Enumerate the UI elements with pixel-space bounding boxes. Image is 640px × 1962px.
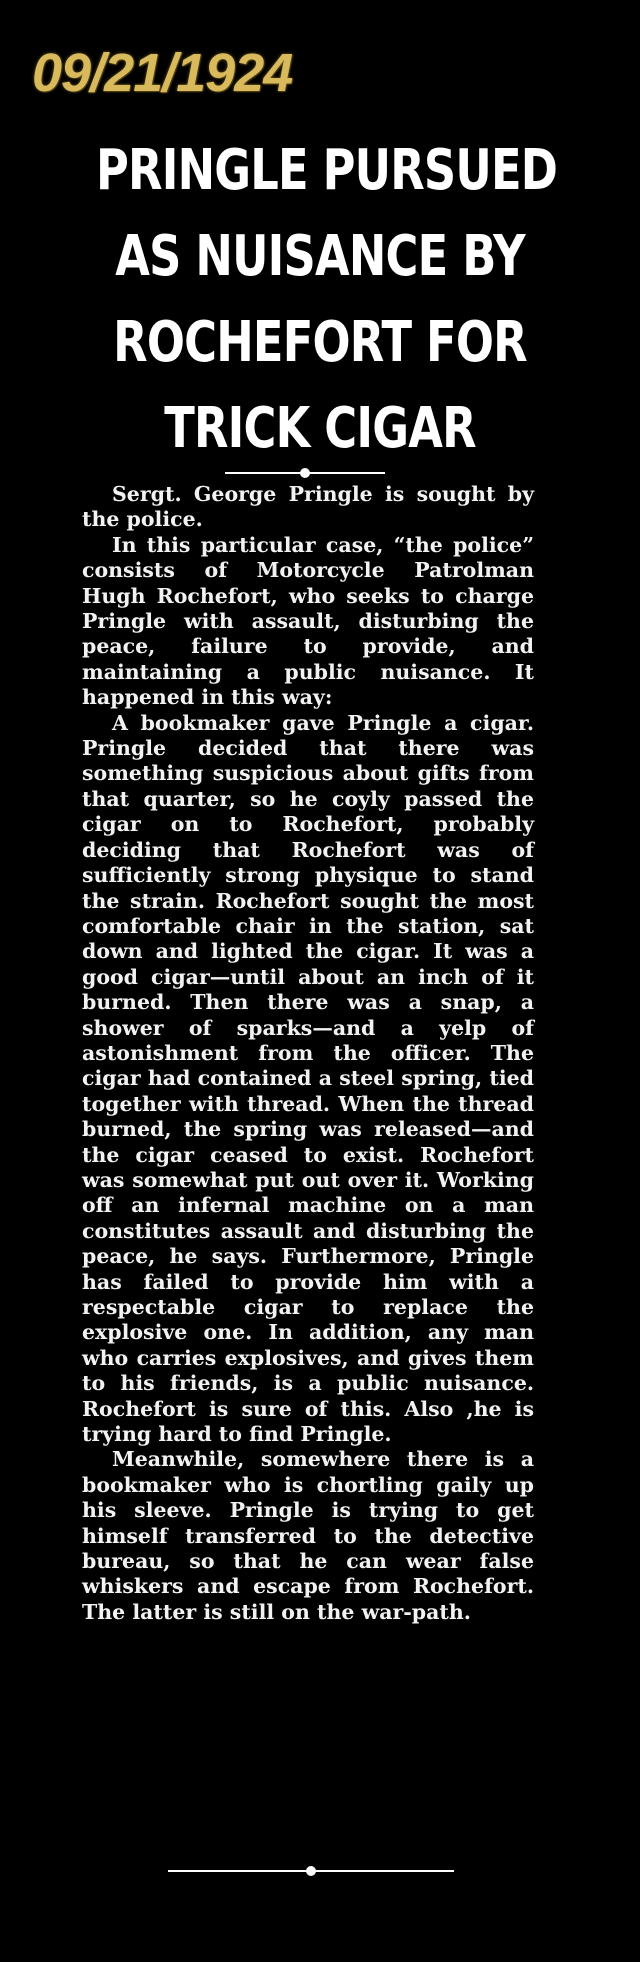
- divider-rule-top: [225, 463, 385, 483]
- article-paragraph: Sergt. George Pringle is sought by the police.: [82, 482, 534, 532]
- headline-line: PRINGLE PURSUED: [96, 138, 558, 203]
- divider-dot-icon: [306, 1866, 316, 1876]
- headline: [96, 128, 558, 472]
- article-paragraph: In this particular case, “the police” consists of Motorcycle Patrolman Hugh Rochefort, who seeks to charge Pringle with assault, disturbing the peace, failure to provide, and maintaining a public nuisance. It happened in this way:: [82, 532, 534, 710]
- headline-line: ROCHEFORT FOR: [113, 310, 527, 375]
- divider-rule-bottom: [168, 1861, 454, 1881]
- headline-line: AS NUISANCE BY: [115, 224, 525, 289]
- date-stamp: 09/21/1924: [32, 43, 293, 103]
- divider-dot-icon: [300, 468, 310, 478]
- article-body: [82, 482, 534, 1625]
- article-paragraph: Meanwhile, somewhere there is a bookmaker who is chortling gaily up his sleeve. Pringle is trying to get himself transferred to the detective bureau, so that he can wear false whiskers and escape from Rochefort. The latter is still on the war-path.: [82, 1447, 534, 1624]
- headline-line: TRICK CIGAR: [164, 396, 476, 461]
- article-paragraph: A bookmaker gave Pringle a cigar. Pringle decided that there was something suspicious about gifts from that quarter, so he coyly passed the cigar on to Rochefort, probably deciding that Rochefort was of sufficiently strong physique to stand the strain. Rochefort sought the most comfortable chair in the station, sat down and lighted the cigar. It was a good cigar—until about an inch of it burned. Then there was a snap, a shower of sparks—and a yelp of astonishment from the officer. The cigar had contained a steel spring, tied together with thread. When the thread burned, the spring was released—and the cigar ceased to exist. Rochefort was somewhat put out over it. Working off an infernal machine on a man constitutes assault and disturbing the peace, he says. Furthermore, Pringle has failed to provide him with a respectable cigar to replace the explosive one. In addition, any man who carries explosives, and gives them to his friends, is a public nuisance. Rochefort is sure of this. Also ,he is trying hard to find Pringle.: [82, 710, 534, 1447]
